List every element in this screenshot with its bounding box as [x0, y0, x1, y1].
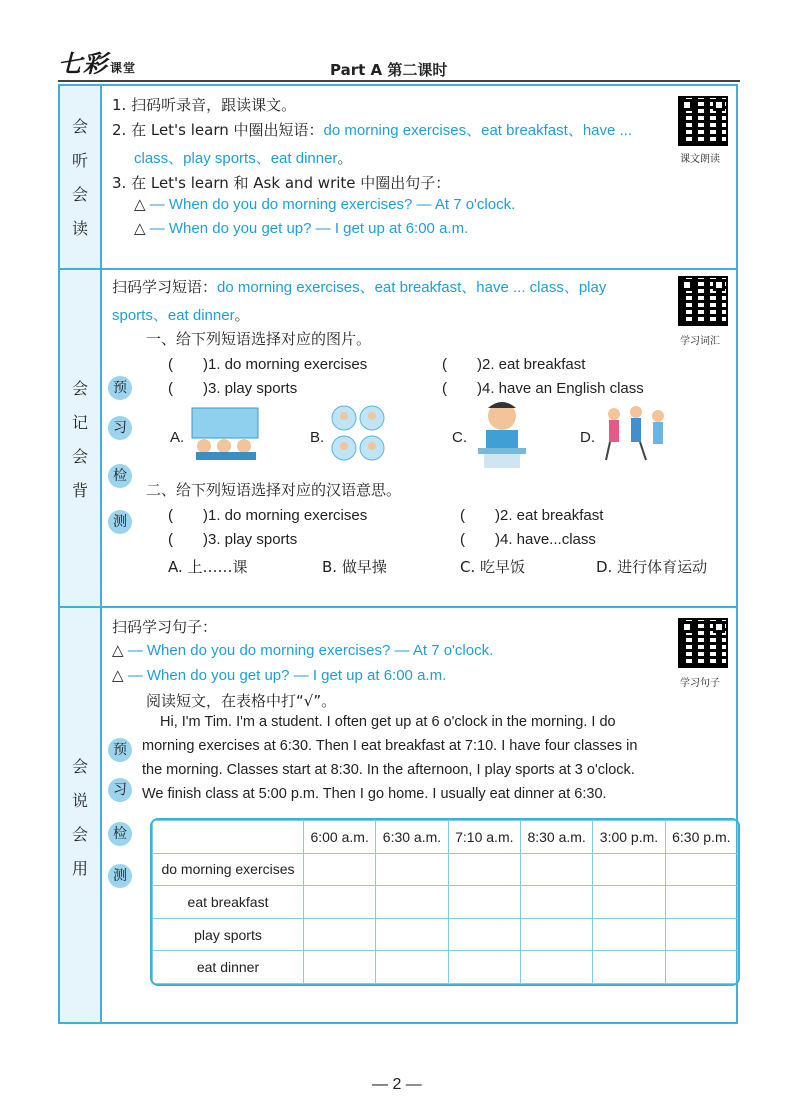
- page-number: — 2 —: [372, 1076, 422, 1093]
- qr-code-icon[interactable]: [678, 618, 728, 668]
- table-header-cell: 8:30 a.m.: [520, 821, 592, 854]
- q2-item: ( )2. eat breakfast: [460, 507, 604, 524]
- pic-label-d: D.: [580, 429, 595, 446]
- picture-class-icon: [190, 404, 260, 462]
- worksheet-frame: [58, 84, 738, 1024]
- schedule-table: [150, 818, 740, 986]
- badge-preview: 预: [108, 738, 132, 762]
- page-title: Part A 第二课时: [330, 61, 448, 79]
- table-row-header: do morning exercises: [153, 853, 304, 886]
- q2-option: B. 做早操: [322, 558, 387, 576]
- table-cell[interactable]: [593, 951, 665, 984]
- qr-caption: 课文朗读: [680, 154, 720, 165]
- q2-option: C. 吃早饭: [460, 558, 526, 576]
- side-label-char: 背: [71, 481, 88, 500]
- q2-item: ( )4. have...class: [460, 531, 596, 548]
- period: 。: [234, 307, 250, 324]
- triangle-icon: △: [112, 667, 124, 684]
- badge-check: 检: [108, 464, 132, 488]
- q1-item: ( )1. do morning exercises: [168, 356, 368, 373]
- brand-logo: [58, 44, 136, 79]
- picture-exercise-icon: [328, 404, 388, 466]
- section-divider-1: [60, 268, 736, 270]
- passage-line: the morning. Classes start at 8:30. In the afternoon, I play sports at 3 o'clock.: [142, 762, 635, 778]
- picture-breakfast-icon: [472, 398, 532, 470]
- qr-caption: 学习词汇: [680, 336, 720, 347]
- table-row: [153, 918, 738, 951]
- instruction-1: 1. 扫码听录音，跟读课文。: [112, 96, 297, 114]
- qr-code-icon[interactable]: [678, 96, 728, 146]
- side-label-char: 会: [71, 117, 88, 136]
- table-cell[interactable]: [376, 853, 448, 886]
- table-cell[interactable]: [520, 951, 592, 984]
- table-header-cell: 6:30 p.m.: [665, 821, 737, 854]
- pic-label-a: A.: [170, 429, 185, 446]
- table-cell[interactable]: [304, 853, 376, 886]
- table-row: [153, 951, 738, 984]
- q2-item: ( )3. play sports: [168, 531, 298, 548]
- table-row-header: eat breakfast: [153, 886, 304, 919]
- table-cell[interactable]: [304, 886, 376, 919]
- pic-label-b: B.: [310, 429, 325, 446]
- table-cell[interactable]: [520, 853, 592, 886]
- triangle-icon: △: [112, 642, 124, 659]
- table-cell[interactable]: [376, 918, 448, 951]
- sentence-intro: 扫码学习句子：: [112, 618, 218, 636]
- table-cell[interactable]: [593, 918, 665, 951]
- q1-item: ( )4. have an English class: [442, 380, 644, 397]
- table-header-cell: 6:00 a.m.: [304, 821, 376, 854]
- table-cell[interactable]: [376, 886, 448, 919]
- table-cell[interactable]: [448, 886, 520, 919]
- q2-item: ( )1. do morning exercises: [168, 507, 368, 524]
- triangle-icon: △: [134, 220, 146, 237]
- table-cell[interactable]: [665, 853, 737, 886]
- side-label-char: 说: [71, 791, 88, 810]
- sentence-1-text: — When do you do morning exercises? — At 7 o'clock.: [127, 642, 494, 659]
- picture-sports-icon: [600, 404, 672, 464]
- table-cell[interactable]: [304, 918, 376, 951]
- q1-item: ( )2. eat breakfast: [442, 356, 586, 373]
- sentence-2-text: — When do you get up? — I get up at 6:00 a.m.: [149, 220, 469, 237]
- instruction-2-phrases-cont: class、play sports、eat dinner: [134, 150, 338, 167]
- table-row-header: eat dinner: [153, 951, 304, 984]
- sentence-1: [112, 641, 493, 659]
- phrase-intro: [112, 276, 606, 297]
- instruction-2: [112, 119, 632, 140]
- instruction-2-cont: [134, 147, 352, 168]
- question-2-title: 二、给下列短语选择对应的汉语意思。: [146, 481, 402, 499]
- badge-check: 检: [108, 822, 132, 846]
- sentence-1-text: — When do you do morning exercises? — At 7 o'clock.: [149, 196, 516, 213]
- side-label-char: 会: [71, 825, 88, 844]
- table-header-cell: 7:10 a.m.: [448, 821, 520, 854]
- table-cell[interactable]: [376, 951, 448, 984]
- question-1-title: 一、给下列短语选择对应的图片。: [146, 330, 372, 348]
- phrase-intro-list: do morning exercises、eat breakfast、have ... class、play: [217, 279, 607, 296]
- badge-study: 习: [108, 778, 132, 802]
- side-label-char: 听: [71, 151, 88, 170]
- reading-task: 阅读短文，在表格中打“√”。: [146, 692, 337, 710]
- table-cell[interactable]: [593, 886, 665, 919]
- badge-preview: 预: [108, 376, 132, 400]
- header-divider: [58, 80, 740, 82]
- sentence-1: [134, 195, 515, 213]
- phrase-intro-list-cont: sports、eat dinner: [112, 307, 235, 324]
- passage-line: Hi, I'm Tim. I'm a student. I often get up at 6 o'clock in the morning. I do: [160, 714, 616, 730]
- q1-item: ( )3. play sports: [168, 380, 298, 397]
- passage-line: We finish class at 5:00 p.m. Then I go home. I usually eat dinner at 6:30.: [142, 786, 607, 802]
- side-label-char: 用: [71, 859, 88, 878]
- sentence-2: [112, 666, 446, 684]
- sentence-2-text: — When do you get up? — I get up at 6:00 a.m.: [127, 667, 447, 684]
- table-cell[interactable]: [448, 918, 520, 951]
- q2-option: A. 上……课: [168, 558, 248, 576]
- phrase-intro-cont: [112, 304, 250, 325]
- phrase-intro-prefix: 扫码学习短语：: [112, 278, 218, 296]
- instruction-2-prefix: 2. 在 Let's learn 中圈出短语：: [112, 121, 324, 139]
- q2-option: D. 进行体育运动: [596, 558, 708, 576]
- table-cell[interactable]: [520, 886, 592, 919]
- side-label-char: 会: [71, 185, 88, 204]
- table-row: [153, 853, 738, 886]
- instruction-2-phrases: do morning exercises、eat breakfast、have ...: [323, 122, 633, 139]
- instruction-3: 3. 在 Let's learn 和 Ask and write 中圈出句子：: [112, 174, 451, 192]
- logo-main-text: 七彩: [58, 49, 108, 78]
- table-cell[interactable]: [520, 918, 592, 951]
- table-row-header: play sports: [153, 918, 304, 951]
- qr-code-icon[interactable]: [678, 276, 728, 326]
- qr-caption: 学习句子: [680, 678, 720, 689]
- table-header-cell: 3:00 p.m.: [593, 821, 665, 854]
- side-label-char: 会: [71, 379, 88, 398]
- table-cell[interactable]: [593, 853, 665, 886]
- table-header-row: [153, 821, 738, 854]
- side-label-char: 会: [71, 447, 88, 466]
- badge-test: 测: [108, 864, 132, 888]
- table-cell[interactable]: [665, 918, 737, 951]
- section-divider-2: [60, 606, 736, 608]
- side-label-char: 读: [71, 219, 88, 238]
- table-cell[interactable]: [304, 951, 376, 984]
- sentence-2: [134, 219, 468, 237]
- logo-sub-text: 课堂: [110, 61, 137, 75]
- table-corner-cell: [153, 821, 304, 854]
- table-row: [153, 886, 738, 919]
- table-cell[interactable]: [448, 853, 520, 886]
- side-label-char: 记: [71, 413, 88, 432]
- triangle-icon: △: [134, 196, 146, 213]
- table-cell[interactable]: [665, 886, 737, 919]
- table-cell[interactable]: [665, 951, 737, 984]
- badge-study: 习: [108, 416, 132, 440]
- side-label-char: 会: [71, 757, 88, 776]
- period: 。: [337, 150, 353, 167]
- badge-test: 测: [108, 510, 132, 534]
- table-header-cell: 6:30 a.m.: [376, 821, 448, 854]
- passage-line: morning exercises at 6:30. Then I eat breakfast at 7:10. I have four classes in: [142, 738, 638, 754]
- pic-label-c: C.: [452, 429, 467, 446]
- table-cell[interactable]: [448, 951, 520, 984]
